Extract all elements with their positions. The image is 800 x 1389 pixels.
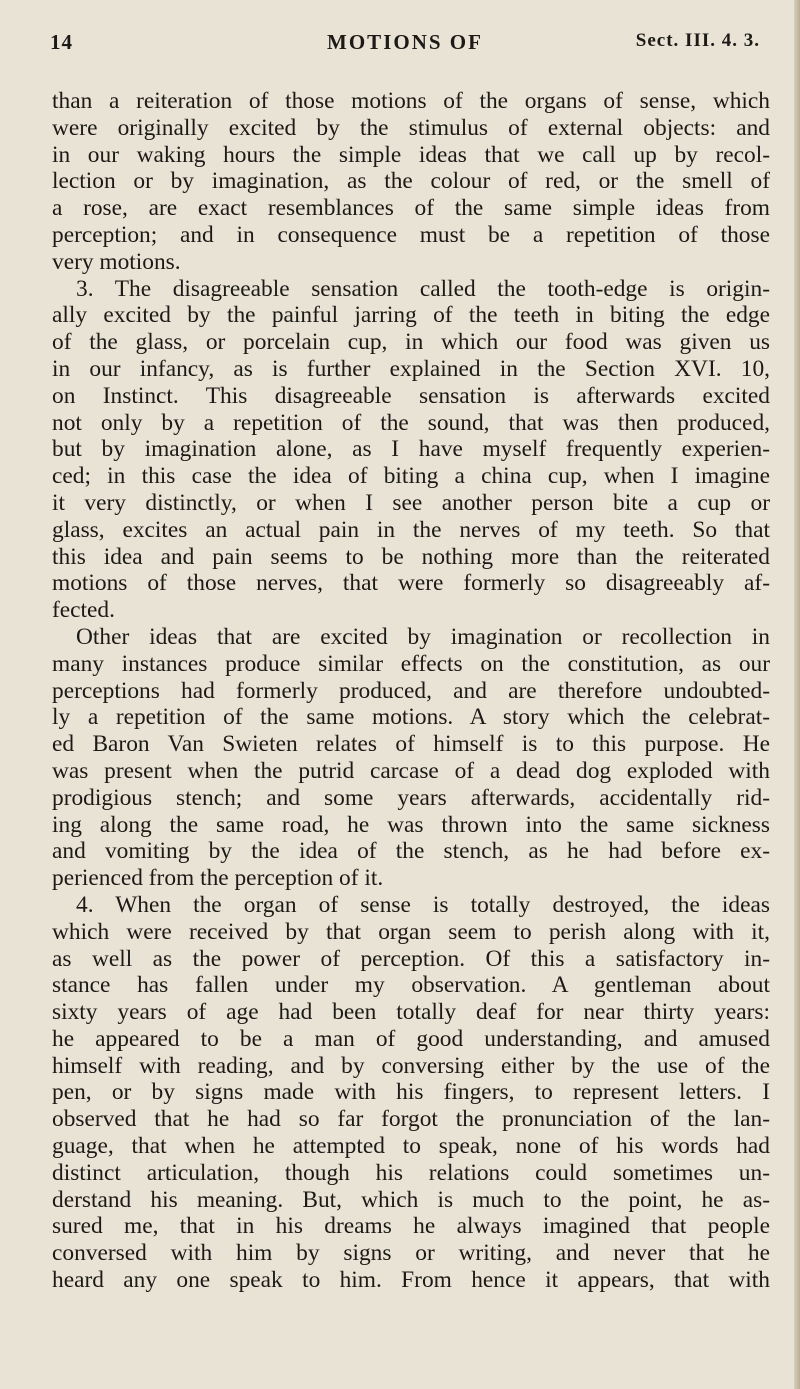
text-line: as well as the power of perception. Of this a satisfactory in- <box>52 945 770 972</box>
text-line: derstand his meaning. But, which is much to the point, he as- <box>52 1186 770 1213</box>
text-line: and vomiting by the idea of the stench, as he had before ex- <box>52 838 770 865</box>
text-line: sixty years of age had been totally deaf for near thirty years: <box>52 999 770 1026</box>
text-line: ed Baron Van Swieten relates of himself is to this purpose. He <box>52 731 770 758</box>
text-line: perceptions had formerly produced, and are therefore undoubted- <box>52 677 770 704</box>
text-line: was present when the putrid carcase of a dead dog exploded with <box>52 757 770 784</box>
text-line: 3. The disagreeable sensation called the tooth-edge is origin- <box>76 275 770 302</box>
text-line: he appeared to be a man of good understanding, and amused <box>52 1025 770 1052</box>
section-reference: Sect. III. 4. 3. <box>635 30 760 51</box>
text-line: many instances produce similar effects on the constitution, as our <box>52 650 770 677</box>
text-line: ing along the same road, he was thrown into the same sickness <box>52 811 770 838</box>
text-line: ced; in this case the idea of biting a china cup, when I imagine <box>52 463 770 490</box>
text-line: fected. <box>52 597 115 624</box>
text-line: not only by a repetition of the sound, that was then produced, <box>52 409 770 436</box>
body-text <box>52 88 770 1294</box>
text-line: than a reiteration of those motions of the organs of sense, which <box>52 88 770 114</box>
text-line: glass, excites an actual pain in the nerves of my teeth. So that <box>52 516 770 543</box>
text-line: perception; and in consequence must be a repetition of those <box>52 221 770 248</box>
text-line: pen, or by signs made with his fingers, to represent letters. I <box>52 1079 770 1106</box>
text-line: on Instinct. This disagreeable sensation is afterwards excited <box>52 382 770 409</box>
text-line: but by imagination alone, as I have myself frequently experien- <box>52 436 770 463</box>
text-line: observed that he had so far forgot the pronunciation of the lan- <box>52 1106 770 1133</box>
text-line: ally excited by the painful jarring of the teeth in biting the edge <box>52 302 770 329</box>
text-line: which were received by that organ seem to perish along with it, <box>52 918 770 945</box>
text-line: a rose, are exact resemblances of the same simple ideas from <box>52 195 770 222</box>
text-line: Other ideas that are excited by imagination or recollection in <box>76 623 770 650</box>
text-line: heard any one speak to him. From hence it appears, that with <box>52 1267 770 1294</box>
text-line: in our waking hours the simple ideas that we call up by recol- <box>52 141 770 168</box>
text-line: this idea and pain seems to be nothing more than the reiterated <box>52 543 770 570</box>
text-line: prodigious stench; and some years afterwards, accidentally rid- <box>52 784 770 811</box>
text-line: sured me, that in his dreams he always imagined that people <box>52 1213 770 1240</box>
text-line: it very distinctly, or when I see another person bite a cup or <box>52 489 770 516</box>
text-line: motions of those nerves, that were formerly so disagreeably af- <box>52 570 770 597</box>
text-line: himself with reading, and by conversing either by the use of the <box>52 1052 770 1079</box>
text-line: conversed with him by signs or writing, and never that he <box>52 1240 770 1267</box>
text-line: were originally excited by the stimulus of external objects: and <box>52 114 770 141</box>
page-number: 14 <box>50 30 73 54</box>
text-line: lection or by imagination, as the colour of red, or the smell of <box>52 168 770 195</box>
text-line: guage, that when he attempted to speak, none of his words had <box>52 1133 770 1160</box>
text-line: in our infancy, as is further explained in the Section XVI. 10, <box>52 355 770 382</box>
text-line: ly a repetition of the same motions. A story which the celebrat- <box>52 704 770 731</box>
text-line: distinct articulation, though his relations could sometimes un- <box>52 1159 770 1186</box>
text-line: very motions. <box>52 248 181 275</box>
text-line: perienced from the perception of it. <box>52 865 384 892</box>
running-header <box>50 30 760 64</box>
text-line: 4. When the organ of sense is totally destroyed, the ideas <box>76 891 770 918</box>
text-line: of the glass, or porcelain cup, in which our food was given us <box>52 329 770 356</box>
page-edge <box>794 0 800 1389</box>
running-title: MOTIONS OF <box>327 30 483 54</box>
text-line: stance has fallen under my observation. A gentleman about <box>52 972 770 999</box>
